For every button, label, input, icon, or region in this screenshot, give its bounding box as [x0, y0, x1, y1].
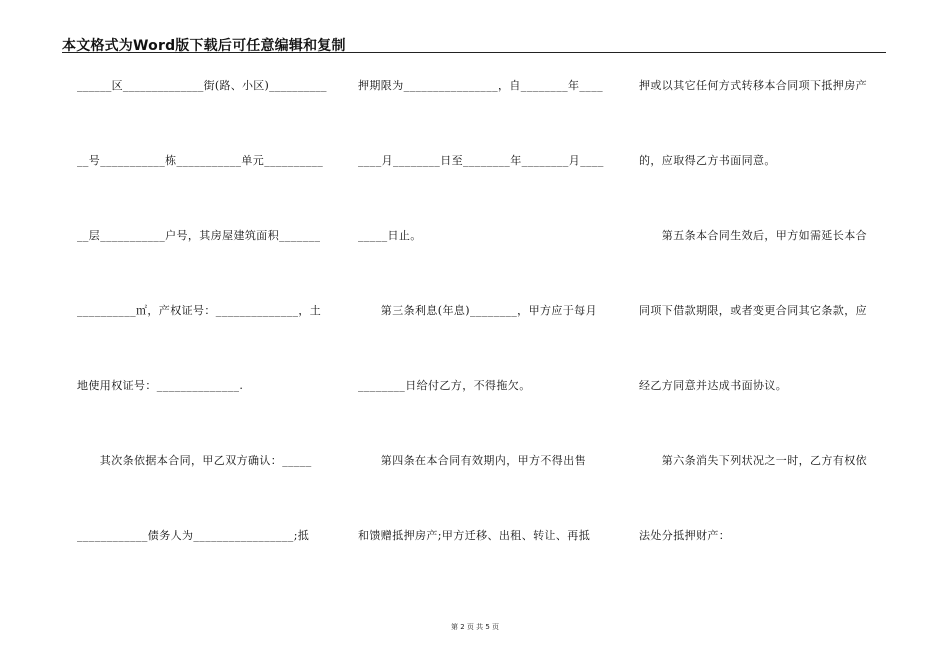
column-1-line-1: ______区______________街(路、小区)__________	[77, 79, 327, 92]
column-1-line-2: __号___________栋___________单元__________	[77, 154, 324, 167]
column-2-line-6: 第四条在本合同有效期内，甲方不得出售	[358, 454, 586, 467]
column-2-line-7: 和馈赠抵押房产;甲方迁移、出租、转让、再抵	[358, 529, 591, 542]
column-1-line-4: __________㎡，产权证号：______________，土	[77, 304, 322, 317]
column-3-line-3: 第五条本合同生效后，甲方如需延长本合	[639, 229, 867, 242]
column-1-line-5: 地使用权证号：______________.	[77, 379, 244, 392]
column-3-line-5: 经乙方同意并达成书面协议。	[639, 379, 788, 392]
column-2-line-3: _____日止。	[358, 229, 422, 242]
column-1-line-3: __层___________户号，其房屋建筑面积_______	[77, 229, 321, 242]
column-2-line-1: 押期限为________________，自________年____	[358, 79, 603, 92]
page-number-footer: 第 2 页 共 5 页	[450, 623, 500, 631]
column-1-line-6: 其次条依据本合同，甲乙双方确认：_____	[77, 454, 312, 467]
column-1-line-7: ____________债务人为_________________;抵	[77, 529, 310, 542]
column-3-line-4: 同项下借款期限，或者变更合同其它条款，应	[639, 304, 867, 317]
column-3-line-1: 押或以其它任何方式转移本合同项下抵押房产	[639, 79, 867, 92]
column-3-line-6: 第六条消失下列状况之一时，乙方有权依	[639, 454, 867, 467]
column-2-line-5: ________日给付乙方，不得拖欠。	[358, 379, 531, 392]
column-2-line-4: 第三条利息(年息)________，甲方应于每月	[358, 304, 597, 317]
column-2-line-2: ____月________日至________年________月____	[358, 154, 604, 167]
column-3-line-7: 法处分抵押财产：	[639, 529, 731, 542]
page-header-title: 本文格式为Word版下载后可任意编辑和复制	[62, 38, 346, 54]
column-3-line-2: 的，应取得乙方书面同意。	[639, 154, 776, 167]
header-divider	[62, 52, 886, 53]
